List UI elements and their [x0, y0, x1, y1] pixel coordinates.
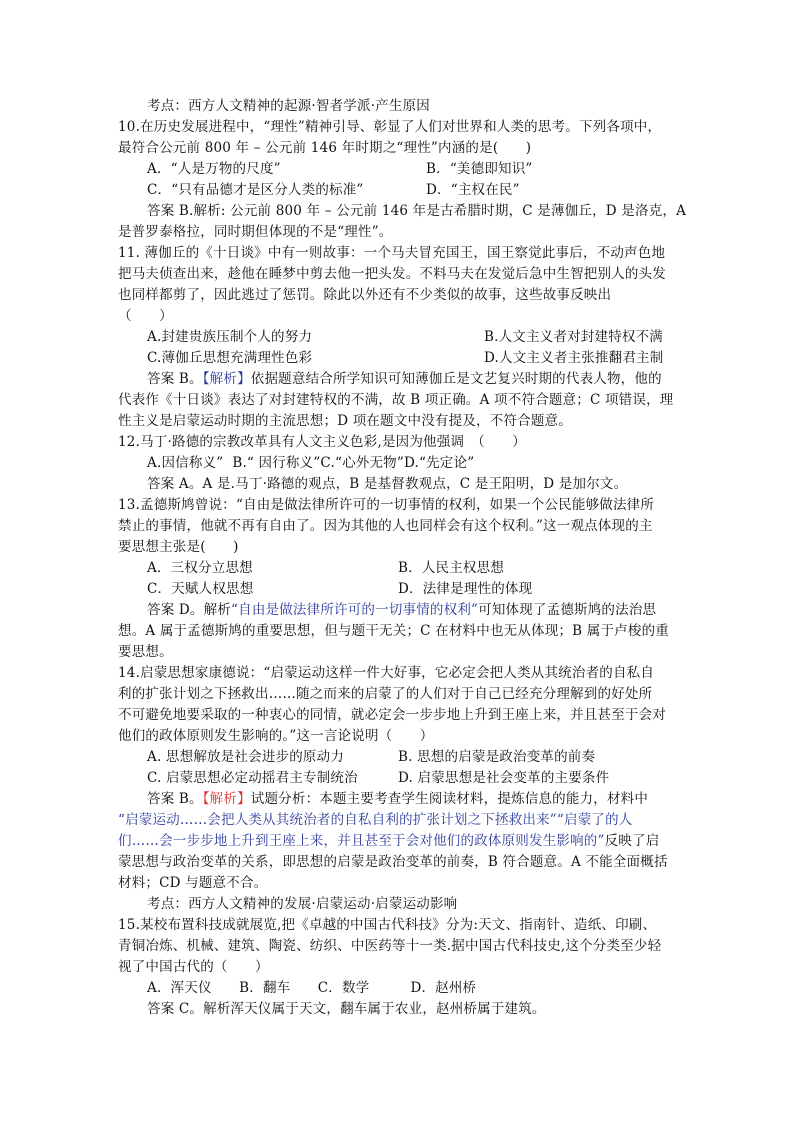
kaodian-1: 考点：西方人文精神的起源·智者学派·产生原因 [147, 98, 430, 114]
q13-option-b: B．人民主权思想 [398, 560, 505, 576]
q11-answer-prefix: 答案 B。 [147, 371, 203, 387]
q13-answer-quote: “自由是做法律所许可的一切事情的权利” [231, 602, 479, 618]
kaodian-2: 考点：西方人文精神的发展·启蒙运动·启蒙运动影响 [147, 896, 458, 912]
q10-option-a: A．“人是万物的尺度” [147, 161, 281, 177]
q10-option-d: D．“主权在民” [426, 182, 520, 198]
q14-answer-2 [118, 810, 633, 831]
q14-stem-1: 14.启蒙思想家康德说：“启蒙运动这样一件大好事，它必定会把人类从其统治者的自私自 [118, 665, 655, 681]
q15-stem-2: 青铜冶炼、机械、建筑、陶瓷、纺织、中医药等十一类.据中国古代科技史,这个分类至少轻 [118, 938, 662, 954]
q14-stem-2: 利的扩张计划之下拯救出……随之而来的启蒙了的人们对于自己已经充分理解到的好处所 [118, 686, 653, 702]
q14-answer-prefix: 答案 B。 [147, 791, 203, 807]
q13-option-c: C．天赋人权思想 [147, 581, 254, 597]
q15-options: A．浑天仪 B．翻车 C．数学 D．赵州桥 [147, 980, 477, 996]
q14-answer-3 [118, 831, 659, 852]
q13-answer-prefix: 答案 D。解析 [147, 602, 232, 618]
q11-option-a: A.封建贵族压制个人的努力 [147, 329, 313, 345]
q12-options: A.因信称义” B.“ 因行称义”C.“心外无物”D.“先定论” [147, 455, 475, 471]
q10-answer-1: 答案 B.解析: 公元前 800 年 – 公元前 146 年是古希腊时期，C 是薄伽丘，D 是洛克，A [147, 203, 687, 219]
q11-answer-3: 性主义是启蒙运动时期的主流思想；D 项在题文中没有提及，不符合题意。 [118, 413, 572, 429]
q14-analysis-tag: 【解析】 [202, 791, 251, 807]
q14-quote-2: “启蒙了的人 [556, 812, 633, 828]
q14-stem-3: 不可避免地要采取的一种衷心的同情，就必定会一步步地上升到王座上来，并且甚至于会对 [118, 707, 666, 723]
q15-answer: 答案 C。解析浑天仪属于天文，翻车属于农业，赵州桥属于建筑。 [147, 1001, 546, 1017]
q14-option-b: B. 思想的启蒙是政治变革的前奏 [398, 749, 596, 765]
q12-answer: 答案 A。A 是.马丁·路德的观点，B 是基督教观点，C 是王阳明，D 是加尔文。 [147, 476, 628, 492]
q11-option-b: B.人文主义者对封建特权不满 [484, 329, 664, 345]
q10-stem-2: 最符合公元前 800 年 – 公元前 146 年时期之“理性”内涵的是( ) [118, 140, 532, 156]
q11-stem-1: 11. 薄伽丘的《十日谈》中有一则故事：一个马夫冒充国王，国王察觉此事后，不动声色地 [118, 245, 666, 261]
q13-stem-3: 要思想主张是( ) [118, 539, 239, 555]
q14-option-a: A. 思想解放是社会进步的原动力 [147, 749, 345, 765]
q14-quote-3: 们……会一步步地上升到王座上来，并且甚至于会对他们的政体原则发生影响的” [118, 833, 605, 849]
q13-stem-1: 13.孟德斯鸠曾说：“自由是做法律所许可的一切事情的权利，如果一个公民能够做法律所 [118, 497, 655, 513]
q11-answer-text: 依据题意结合所学知识可知薄伽丘是文艺复兴时期的代表人物，他的 [250, 371, 662, 387]
q13-answer-1 [147, 600, 656, 621]
q11-option-d: D.人文主义者主张推翻君主制 [484, 350, 664, 366]
q13-option-d: D．法律是理性的体现 [398, 581, 533, 597]
q14-answer-1 [147, 789, 648, 810]
q14-answer-3-suffix: 反映了启 [604, 833, 660, 849]
q13-answer-2: 想。A 属于孟德斯鸠的重要思想，但与题干无关；C 在材料中也无从体现；B 属于卢梭的重 [118, 623, 669, 639]
q14-answer-text: 试题分析：本题主要考查学生阅读材料，提炼信息的能力，材料中 [250, 791, 649, 807]
q11-stem-4: （ ） [118, 308, 173, 324]
q15-stem-1: 15.某校布置科技成就展览,把《卓越的中国古代科技》分为:天文、指南针、造纸、印刷、 [118, 917, 657, 933]
q10-stem-1: 10.在历史发展进程中，“理性”精神引导、彰显了人们对世界和人类的思考。下列各项中， [118, 119, 662, 135]
q13-stem-2: 禁止的事情，他就不再有自由了。因为其他的人也同样会有这个权利。”这一观点体现的主 [118, 518, 653, 534]
q11-analysis-tag: 【解析】 [202, 371, 251, 387]
q10-option-c: C．“只有品德才是区分人类的标准” [147, 182, 364, 198]
q11-option-c: C.薄伽丘思想充满理性色彩 [147, 350, 313, 366]
q11-stem-3: 也同样都剪了，因此逃过了惩罚。除此以外还有不少类似的故事，这些故事反映出 [118, 287, 612, 303]
q14-quote-1: “启蒙运动……会把人类从其统治者的自私自利的扩张计划之下拯救出来” [118, 812, 557, 828]
q12-stem: 12.马丁·路德的宗教改革具有人文主义色彩,是因为他强调 （ ） [118, 434, 526, 450]
q14-stem-4: 他们的政体原则发生影响的。”这一言论说明（ ） [118, 728, 434, 744]
q15-stem-3: 视了中国古代的（ ） [118, 959, 269, 975]
q14-answer-5: 材料；CD 与题意不合。 [118, 875, 268, 891]
q13-option-a: A．三权分立思想 [147, 560, 253, 576]
q11-answer-1 [147, 369, 662, 390]
q13-answer-suffix: 可知体现了孟德斯鸠的法治思 [478, 602, 657, 618]
q10-answer-2: 是普罗泰格拉，同时期但体现的不是“理性”。 [118, 224, 393, 240]
q14-option-d: D. 启蒙思想是社会变革的主要条件 [398, 770, 610, 786]
q11-answer-2: 代表作《十日谈》表达了对封建特权的不满，故 B 项正确。A 项不符合题意；C 项错误，理 [118, 392, 674, 408]
q14-option-c: C. 启蒙思想必定动摇君主专制统治 [147, 770, 358, 786]
q13-answer-3: 要思想。 [118, 644, 173, 660]
q11-stem-2: 把马夫侦查出来，趁他在睡梦中剪去他一把头发。不料马夫在发觉后急中生智把别人的头发 [118, 266, 666, 282]
q10-option-b: B．“美德即知识” [426, 161, 533, 177]
q14-answer-4: 蒙思想与政治变革的关系，即思想的启蒙是政治变革的前奏，B 符合题意。A 不能全面概括 [118, 854, 668, 870]
